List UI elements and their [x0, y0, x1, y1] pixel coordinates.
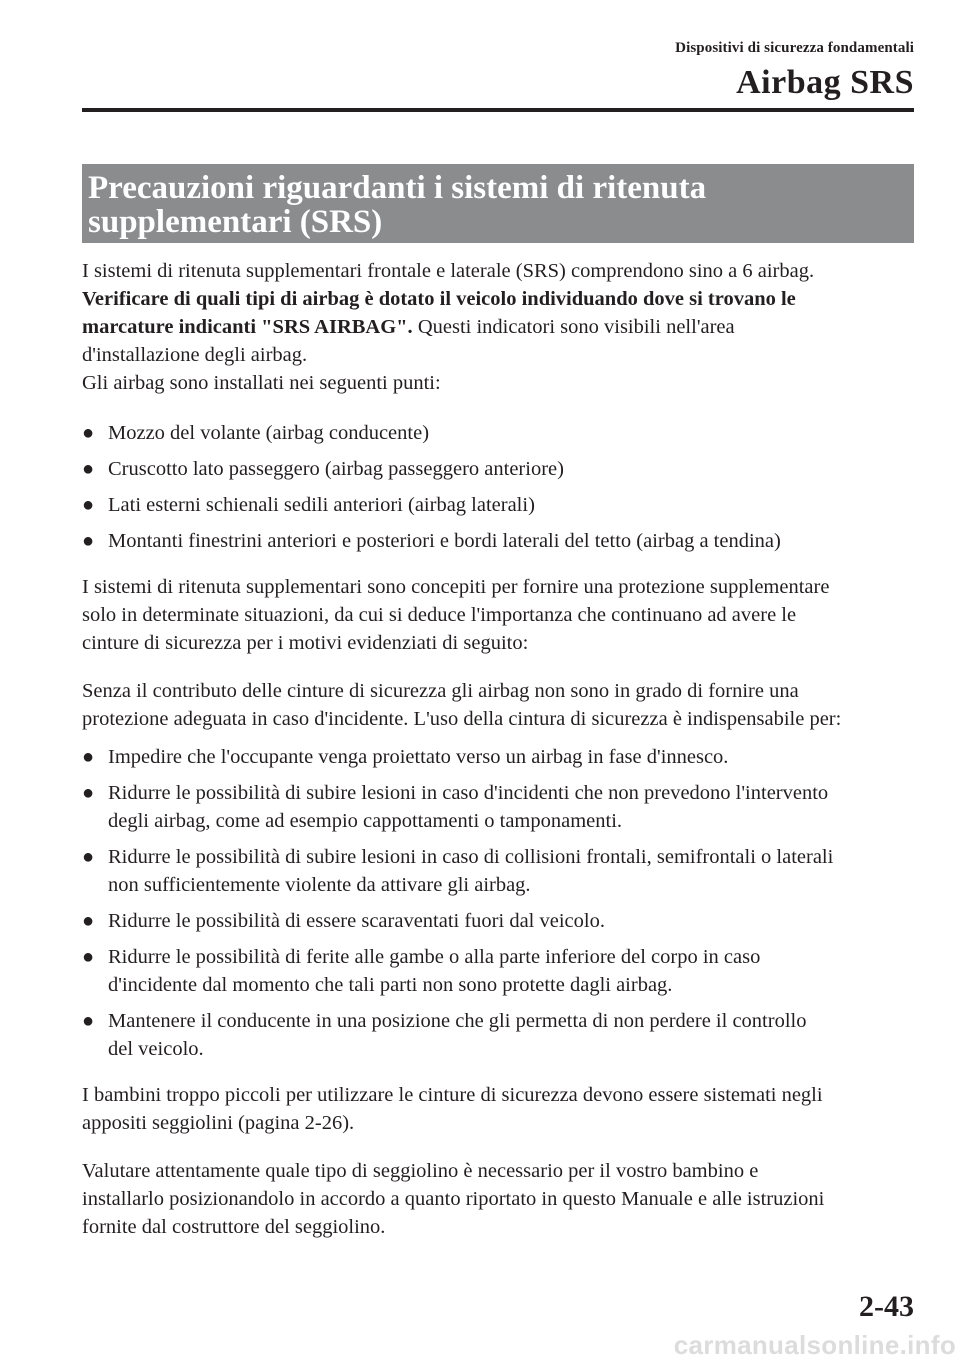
- bullet-icon: ●: [82, 782, 95, 804]
- header-rule: [82, 108, 914, 112]
- section-header: Dispositivi di sicurezza fondamentali: [675, 40, 914, 56]
- paragraph-line: fornite dal costruttore del seggiolino.: [82, 1216, 386, 1238]
- bullet-icon: ●: [82, 910, 95, 932]
- reasons-list: [82, 743, 922, 1063]
- list-item-text: Lati esterni schienali sedili anteriori (airbag laterali): [108, 494, 535, 516]
- bullet-icon: ●: [82, 530, 95, 552]
- list-item: [82, 455, 922, 483]
- list-item-text: Ridurre le possibilità di subire lesioni in caso di collisioni frontali, semifrontali o laterali: [108, 846, 834, 868]
- bullet-icon: ●: [82, 746, 95, 768]
- list-item: [82, 943, 922, 971]
- list-item-continuation: non sufficientemente violente da attivare gli airbag.: [108, 874, 531, 896]
- intro-line: I sistemi di ritenuta supplementari frontale e laterale (SRS) comprendono sino a 6 airbag.: [82, 260, 815, 282]
- list-item-text: Mantenere il conducente in una posizione che gli permetta di non perdere il controllo: [108, 1010, 807, 1032]
- intro-bold-text: marcature indicanti "SRS AIRBAG".: [82, 316, 413, 338]
- list-item-text: Ridurre le possibilità di essere scaraventati fuori dal veicolo.: [108, 910, 605, 932]
- list-item-text: Ridurre le possibilità di ferite alle gambe o alla parte inferiore del corpo in caso: [108, 946, 761, 968]
- list-item-text: Montanti finestrini anteriori e posteriori e bordi laterali del tetto (airbag a tendina): [108, 530, 781, 552]
- intro-line: d'installazione degli airbag.: [82, 344, 308, 366]
- list-item-continuation: del veicolo.: [108, 1038, 204, 1060]
- bullet-icon: ●: [82, 946, 95, 968]
- page-title: Airbag SRS: [736, 64, 914, 101]
- body-content: [82, 257, 922, 1241]
- paragraph-line: cinture di sicurezza per i motivi evidenziati di seguito:: [82, 632, 529, 654]
- banner-title-line-1: Precauzioni riguardanti i sistemi di ritenuta: [88, 170, 707, 206]
- paragraph-line: I bambini troppo piccoli per utilizzare le cinture di sicurezza devono essere sistemati negli: [82, 1084, 823, 1106]
- list-item: [82, 1007, 922, 1035]
- intro-text: Questi indicatori sono visibili nell'area: [412, 316, 735, 338]
- intro-bold-text: Verificare di quali tipi di airbag è dotato il veicolo individuando dove si trovano le: [82, 288, 796, 310]
- paragraph-line: protezione adeguata in caso d'incidente. L'uso della cintura di sicurezza è indispensabile per:: [82, 708, 842, 730]
- bullet-icon: ●: [82, 1010, 95, 1032]
- section-banner: [82, 164, 914, 243]
- bullet-icon: ●: [82, 458, 95, 480]
- list-item: [82, 743, 922, 771]
- list-item: [82, 907, 922, 935]
- paragraph-line: I sistemi di ritenuta supplementari sono concepiti per fornire una protezione supplementare: [82, 576, 830, 598]
- bullet-icon: ●: [82, 846, 95, 868]
- paragraph-line: installarlo posizionandolo in accordo a quanto riportato in questo Manuale e alle istruzioni: [82, 1188, 825, 1210]
- paragraph-line: appositi seggiolini (pagina 2-26).: [82, 1112, 355, 1134]
- list-item: [82, 419, 922, 447]
- list-item: [82, 527, 922, 555]
- bullet-icon: ●: [82, 494, 95, 516]
- list-item-text: Mozzo del volante (airbag conducente): [108, 422, 430, 444]
- paragraph-line: solo in determinate situazioni, da cui si deduce l'importanza che continuano ad avere le: [82, 604, 797, 626]
- paragraph-line: Senza il contributo delle cinture di sicurezza gli airbag non sono in grado di fornire una: [82, 680, 799, 702]
- list-item: [82, 491, 922, 519]
- intro-line-mixed: [82, 313, 922, 341]
- list-item: [82, 779, 922, 807]
- list-item-text: Impedire che l'occupante venga proiettato verso un airbag in fase d'innesco.: [108, 746, 729, 768]
- list-item-continuation: d'incidente dal momento che tali parti non sono protette dagli airbag.: [108, 974, 673, 996]
- watermark: carmanualsonline.info: [673, 1330, 956, 1360]
- banner-title-line-2: supplementari (SRS): [88, 204, 383, 240]
- page-number: 2-43: [859, 1290, 914, 1323]
- list-item-text: Cruscotto lato passeggero (airbag passeggero anteriore): [108, 458, 564, 480]
- locations-list: [82, 419, 922, 555]
- list-item-text: Ridurre le possibilità di subire lesioni in caso d'incidenti che non prevedono l'intervento: [108, 782, 829, 804]
- list-item: [82, 843, 922, 871]
- bullet-icon: ●: [82, 422, 95, 444]
- paragraph-line: Valutare attentamente quale tipo di seggiolino è necessario per il vostro bambino e: [82, 1160, 759, 1182]
- list-item-continuation: degli airbag, come ad esempio cappottamenti o tamponamenti.: [108, 810, 623, 832]
- intro-line-bold: [82, 285, 922, 313]
- intro-line: Gli airbag sono installati nei seguenti punti:: [82, 372, 441, 394]
